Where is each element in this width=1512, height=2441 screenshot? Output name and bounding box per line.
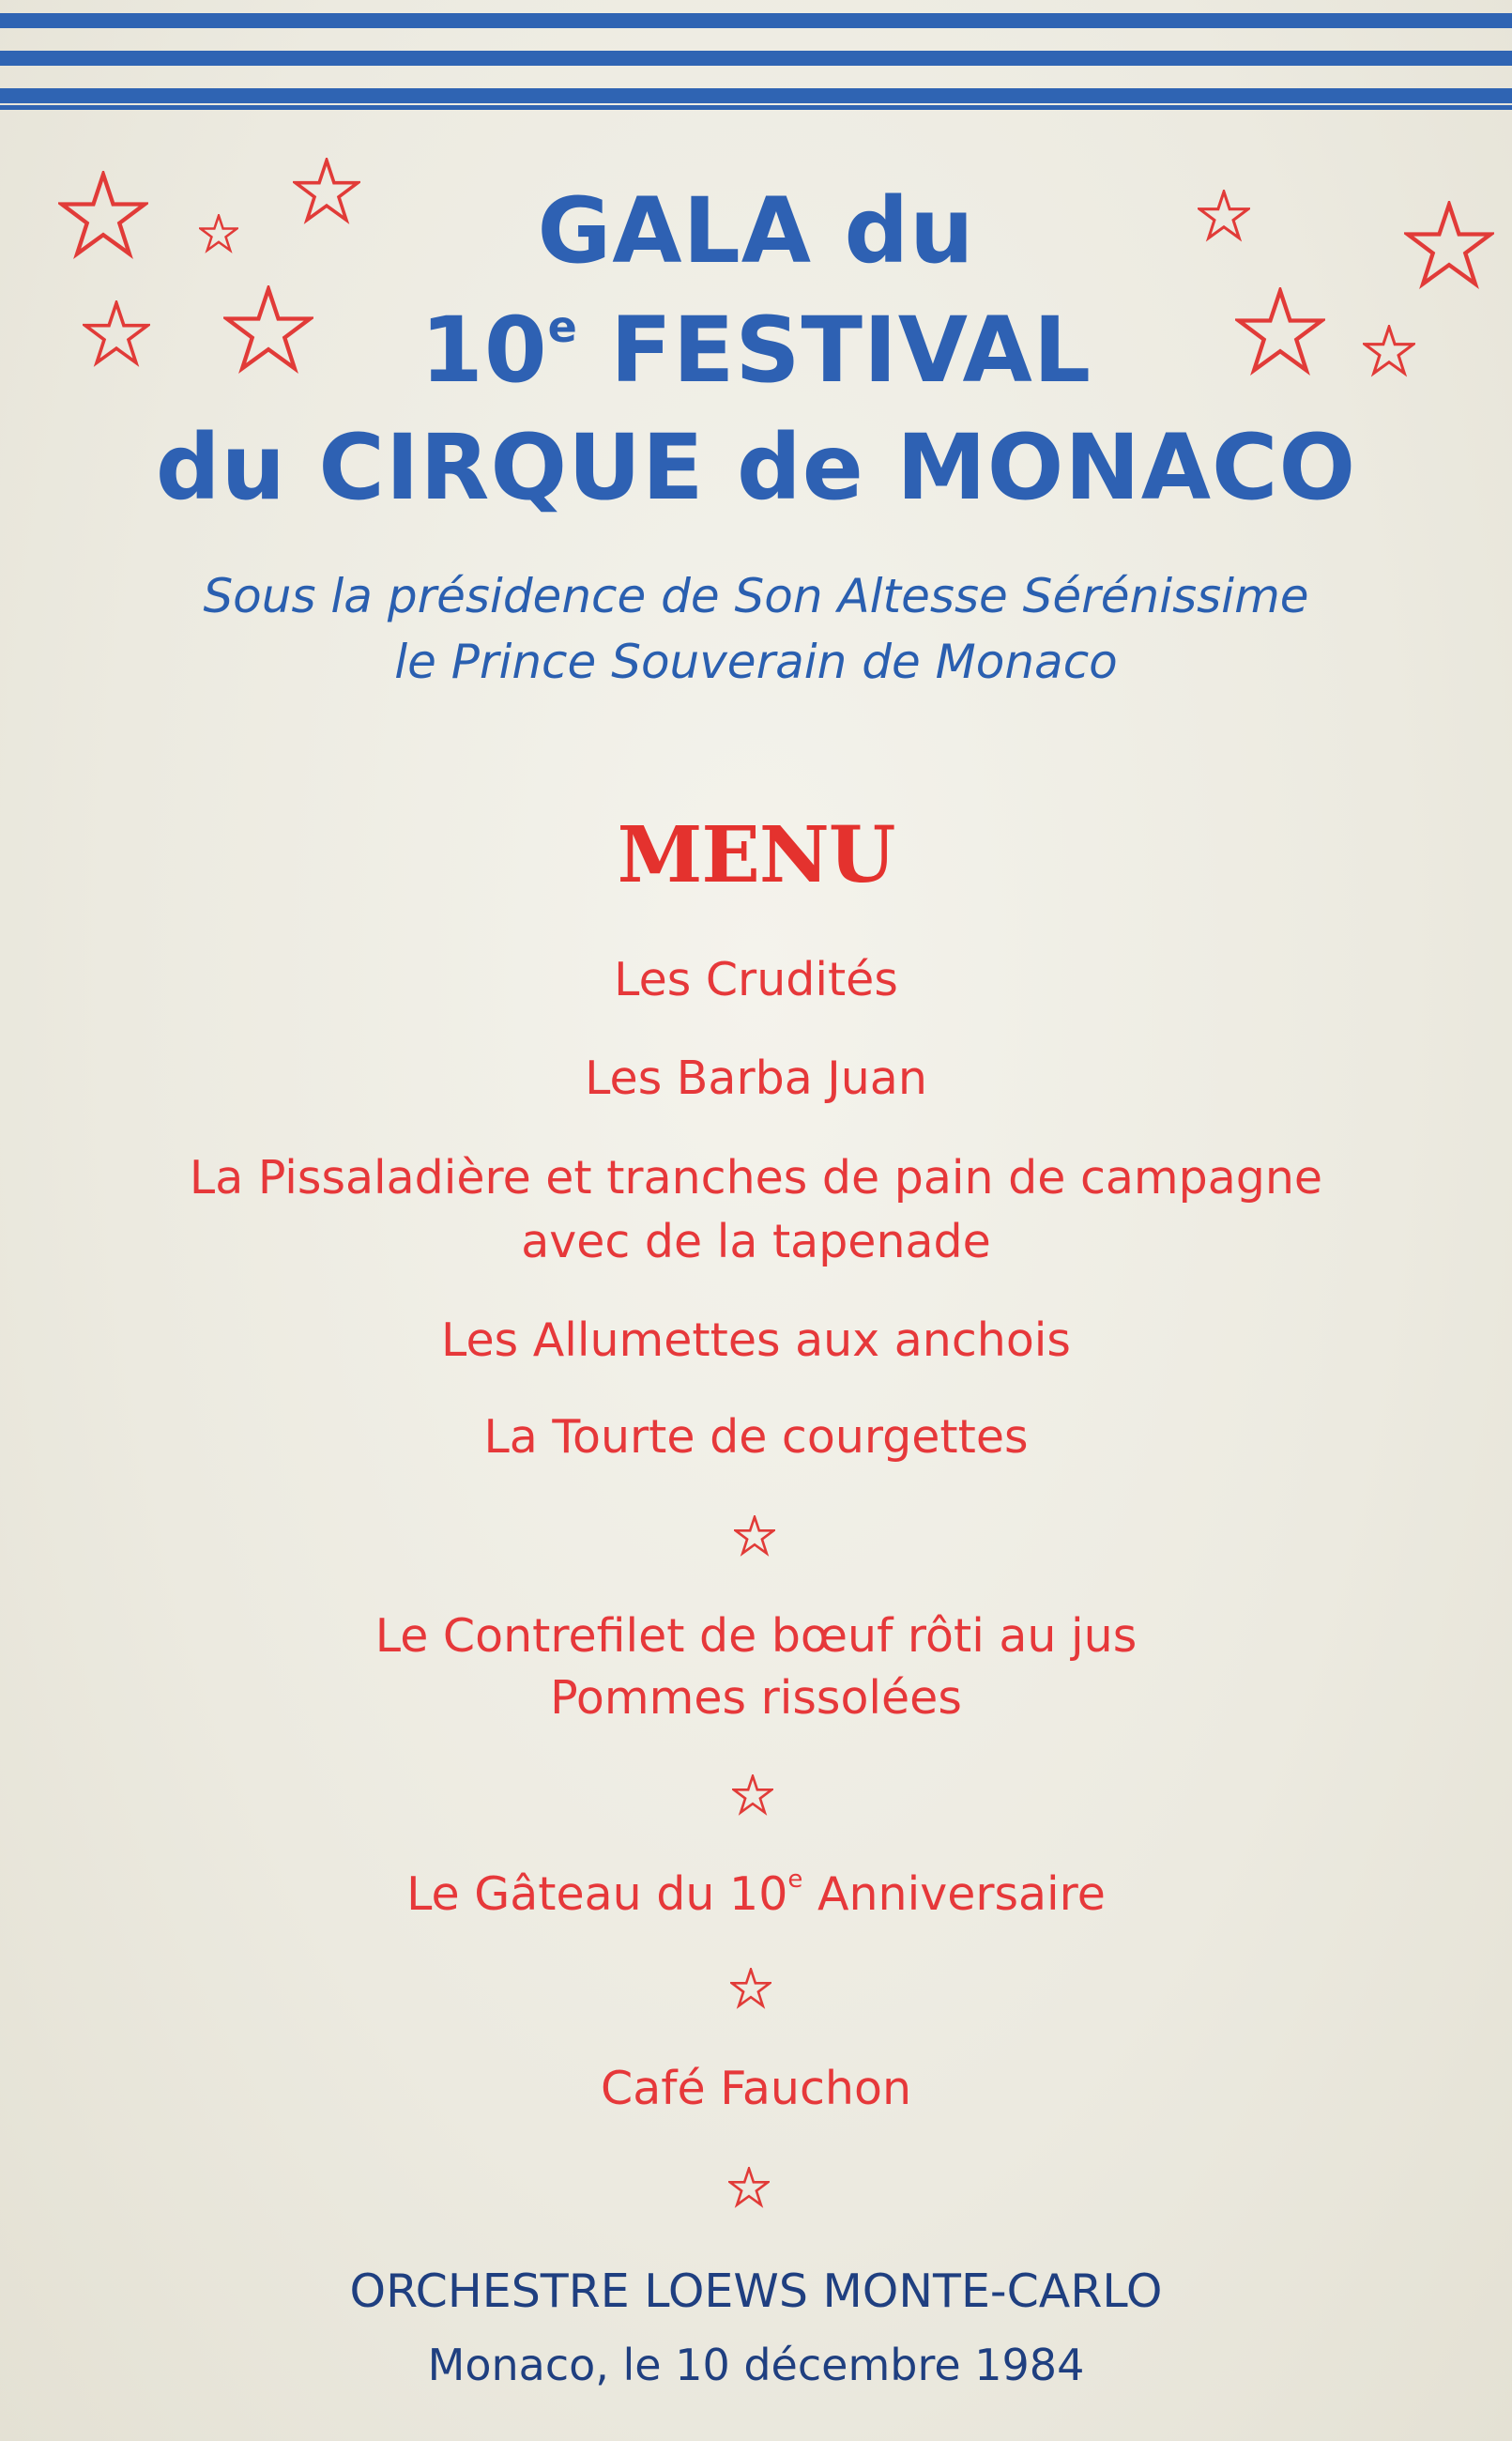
dish-item: La Tourte de courgettes (483, 1410, 1029, 1464)
festival-word: FESTIVAL (577, 298, 1092, 403)
event-date: Monaco, le 10 décembre 1984 (427, 2340, 1085, 2390)
patronage-line-2: le Prince Souverain de Monaco (394, 635, 1118, 689)
top-stripe (0, 88, 1512, 103)
orchestra-credit: ORCHESTRE LOEWS MONTE-CARLO (349, 2264, 1163, 2318)
coffee: Café Fauchon (600, 2062, 911, 2115)
festival-number: 10 (420, 298, 548, 403)
menu-heading: MENU (617, 810, 895, 900)
dish-item-continuation: avec de la tapenade (521, 1215, 991, 1268)
patronage-line-1: Sous la présidence de Son Altesse Sérénissime (203, 569, 1309, 623)
dish-item: Les Barba Juan (585, 1052, 927, 1105)
main-course: Le Contrefilet de bœuf rôti au jus (374, 1609, 1138, 1663)
gala-title-line-2 (0, 298, 1512, 403)
dessert (0, 1865, 1512, 1921)
ordinal-suffix: e (787, 1865, 803, 1894)
top-stripe (0, 51, 1512, 66)
top-stripe (0, 105, 1512, 110)
star-outline-icon (730, 1968, 771, 2009)
top-stripe (0, 13, 1512, 28)
dessert-text: Le Gâteau du 10 (406, 1867, 788, 1921)
star-outline-icon (732, 1774, 773, 1816)
dish-item: Les Allumettes aux anchois (441, 1313, 1071, 1367)
star-outline-icon (734, 1515, 775, 1557)
dish-item: Les Crudités (614, 953, 898, 1006)
ordinal-suffix: e (547, 301, 578, 352)
gala-title-line-1: GALA du (537, 178, 975, 284)
dessert-text-end: Anniversaire (802, 1867, 1106, 1921)
gala-title-line-3: du CIRQUE de MONACO (155, 415, 1357, 520)
dish-item: La Pissaladière et tranches de pain de campagne (189, 1151, 1323, 1205)
star-outline-icon (728, 2167, 770, 2208)
main-course-side: Pommes rissolées (550, 1671, 962, 1725)
